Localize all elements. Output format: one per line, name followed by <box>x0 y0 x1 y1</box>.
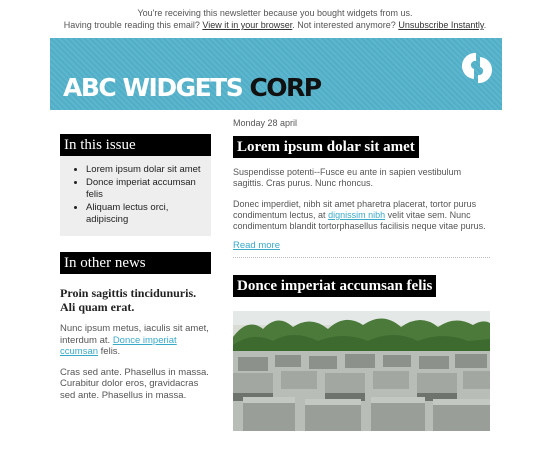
dignissim-nibh-link[interactable]: dignissim nibh <box>328 209 386 220</box>
donce-imperiat-link[interactable]: Donce imperiat ccumsan <box>60 334 177 357</box>
brand-logo-text <box>63 74 321 102</box>
article-1-paragraph-1: Suspendisse potenti--Fusce eu ante in sapien vestibulum sagittis. Cras purus. Nunc rhoncus. <box>233 167 462 189</box>
divider <box>233 257 490 258</box>
main-content <box>233 117 490 431</box>
preheader-line-2 <box>0 19 550 31</box>
in-this-issue-heading: In this issue <box>60 134 211 156</box>
article-1-paragraph-2 <box>233 199 490 233</box>
sidebar <box>60 134 211 410</box>
preheader-text-end: . <box>483 20 487 30</box>
issue-item: • Donce imperiat accumsan felis <box>86 177 207 201</box>
preheader-text: Having trouble reading this email? <box>63 20 200 30</box>
unsubscribe-link[interactable]: Unsubscribe Instantly <box>398 20 484 30</box>
other-news-text: Nunc ipsum metus, iaculis sit amet, interdum at. <box>60 323 209 346</box>
other-news-title: Proin sagittis tincidunuris. Ali quam erat. <box>60 286 197 314</box>
other-news-text-end: felis. <box>100 346 121 357</box>
other-news-heading: In other news <box>60 252 211 274</box>
issue-list <box>64 164 207 226</box>
header-banner <box>50 38 502 110</box>
preheader-line-1: You're receiving this newsletter because you bought widgets from us. <box>137 8 413 18</box>
other-news-paragraph-2: Cras sed ante. Phasellus in massa. Curabitur dolor eros, gravidacras sed ante. Phasellus in massa. <box>60 366 209 401</box>
article-2-heading: Donce imperiat accumsan felis <box>233 275 436 297</box>
view-in-browser-link[interactable]: View it in your browser <box>202 20 293 30</box>
article-text-end: velit vitae sem. Nunc condimentum blandit tortorphasellus facilisis neque vitae purus. <box>233 209 486 232</box>
issue-date: Monday 28 april <box>233 118 298 128</box>
in-this-issue-box <box>60 156 211 236</box>
other-news-paragraph-1 <box>60 323 211 358</box>
article-photo[interactable] <box>233 311 490 431</box>
read-more-link[interactable]: Read more <box>233 240 280 252</box>
preheader-text-middle: . Not interested anymore? <box>292 20 396 30</box>
article-text: Donec imperdiet, nibh sit amet pharetra placerat, tortor purus condimentum lectus, at <box>233 198 477 220</box>
issue-item: • Lorem ipsum dolar sit amet <box>86 164 207 176</box>
preheader <box>0 7 550 31</box>
brand-name-part-2: CORP <box>249 73 321 102</box>
brand-name-part-1: ABC WIDGETS <box>63 73 250 102</box>
swirl-logo-icon <box>462 52 492 84</box>
other-news-section <box>60 252 211 401</box>
article-1-heading: Lorem ipsum dolar sit amet <box>233 136 419 158</box>
issue-item: • Aliquam lectus orci, adipiscing <box>86 202 207 226</box>
